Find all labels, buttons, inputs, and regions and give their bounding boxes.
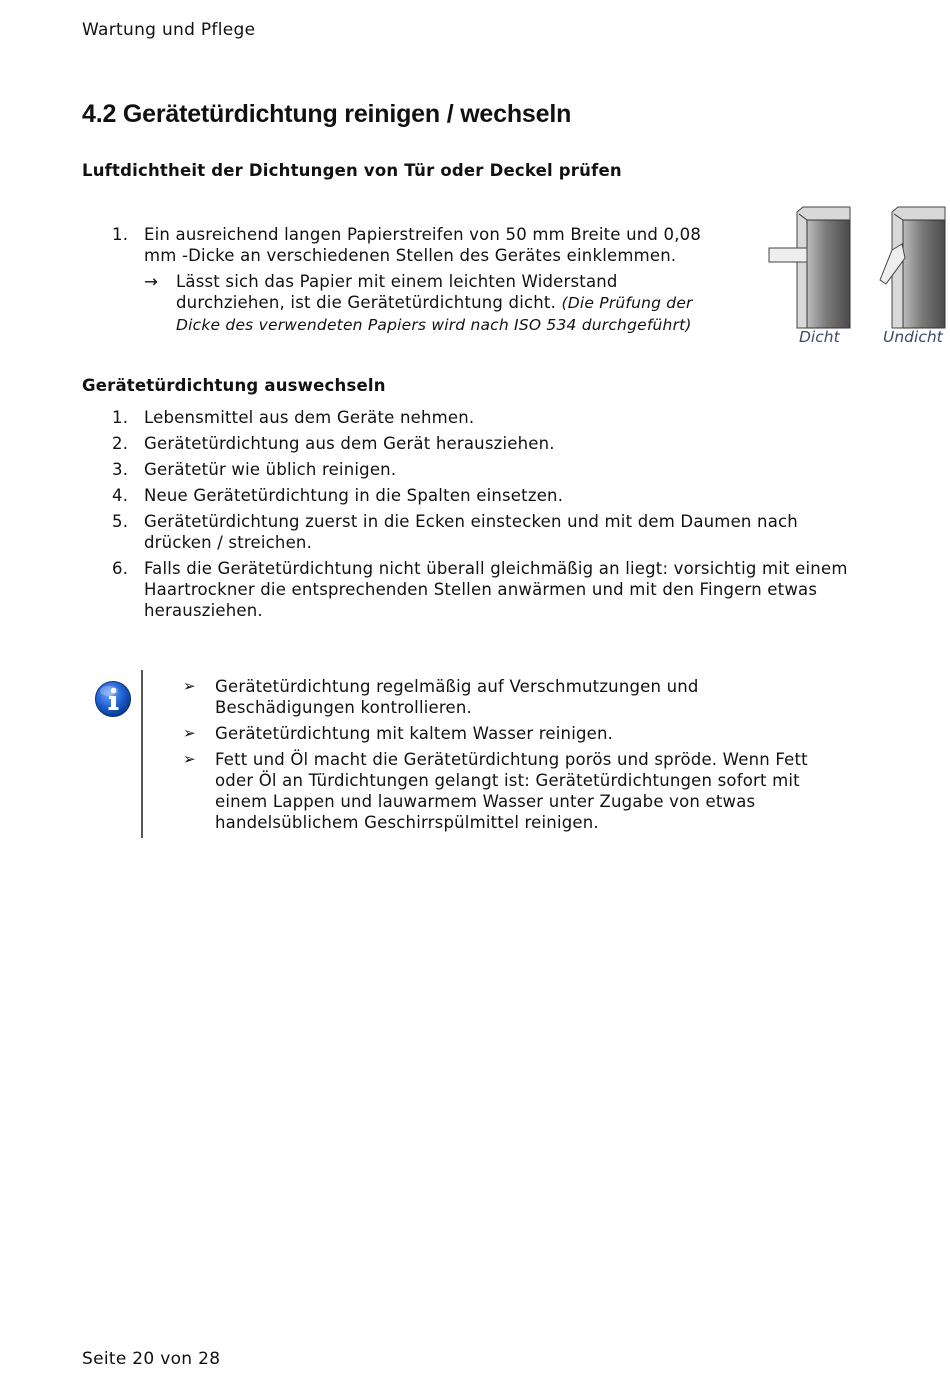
seal-figure	[755, 200, 950, 350]
section-title: 4.2 Gerätetürdichtung reinigen / wechseln	[82, 100, 572, 128]
tip-text: Gerätetürdichtung mit kaltem Wasser reinigen.	[215, 724, 614, 743]
info-tips	[183, 676, 843, 838]
arrow-right-icon: →	[144, 272, 159, 291]
tip-text: Fett und Öl macht die Gerätetürdichtung porös und spröde. Wenn Fett oder Öl an Türdichtungen gelangt ist: Gerätetürdichtungen sofort mit einem Lappen und lauwarmem Wasser unter Zugabe von etwas handelsüblichem Geschirrspülmittel reinigen.	[215, 750, 808, 832]
page-number: Seite 20 von 28	[82, 1349, 221, 1369]
info-divider	[141, 670, 143, 838]
list-item	[183, 749, 843, 833]
result-note: (Die Prüfung der Dicke des verwendeten Papiers wird nach ISO 534 durchgeführt)	[176, 294, 693, 334]
list-item	[183, 723, 843, 744]
step-number: 2.	[112, 434, 129, 453]
running-header: Wartung und Pflege	[82, 20, 256, 40]
step-text: Gerätetürdichtung aus dem Gerät herausziehen.	[144, 434, 555, 453]
replace-heading: Gerätetürdichtung auswechseln	[82, 376, 386, 395]
tip-text: Gerätetürdichtung regelmäßig auf Verschmutzungen und Beschädigungen kontrollieren.	[215, 677, 699, 717]
step-text: Gerätetürdichtung zuerst in die Ecken einstecken und mit dem Daumen nach drücken / streichen.	[144, 512, 798, 552]
list-item	[82, 459, 852, 480]
step-number: 6.	[112, 559, 129, 578]
step-text: Neue Gerätetürdichtung in die Spalten einsetzen.	[144, 486, 564, 505]
step-number: 3.	[112, 460, 129, 479]
list-item	[82, 224, 732, 266]
check-heading: Luftdichtheit der Dichtungen von Tür oder Deckel prüfen	[82, 161, 622, 180]
list-item	[82, 485, 852, 506]
step-number: 5.	[112, 512, 129, 531]
door-leaky-drawing	[880, 207, 945, 328]
step-number: 1.	[112, 408, 129, 427]
step-text: Ein ausreichend langen Papierstreifen von 50 mm Breite und 0,08 mm -Dicke an verschiedenen Stellen des Gerätes einklemmen.	[144, 225, 702, 265]
label-tight: Dicht	[799, 328, 840, 346]
label-leaky: Undicht	[883, 328, 943, 346]
list-item	[82, 558, 852, 621]
step-text: Gerätetür wie üblich reinigen.	[144, 460, 397, 479]
arrow-bullet-icon: ➢	[183, 724, 196, 742]
result-text: Lässt sich das Papier mit einem leichten Widerstand durchziehen, ist die Gerätetürdichtung dicht.	[176, 272, 618, 312]
door-tight-drawing	[769, 207, 850, 328]
check-step	[82, 224, 732, 336]
seal-illustration	[755, 200, 950, 330]
result-row	[82, 271, 732, 336]
step-text: Lebensmittel aus dem Geräte nehmen.	[144, 408, 475, 427]
list-item	[183, 676, 843, 718]
arrow-bullet-icon: ➢	[183, 677, 196, 695]
list-item	[82, 511, 852, 553]
info-icon	[94, 680, 132, 718]
step-text: Falls die Gerätetürdichtung nicht überall gleichmäßig an liegt: vorsichtig mit einem Haartrockner die entsprechenden Stellen anwärmen und mit den Fingern etwas herausziehen.	[144, 559, 848, 620]
arrow-bullet-icon: ➢	[183, 750, 196, 768]
step-number: 1.	[112, 225, 129, 244]
step-number: 4.	[112, 486, 129, 505]
list-item	[82, 433, 852, 454]
replace-steps	[82, 407, 852, 626]
list-item	[82, 407, 852, 428]
